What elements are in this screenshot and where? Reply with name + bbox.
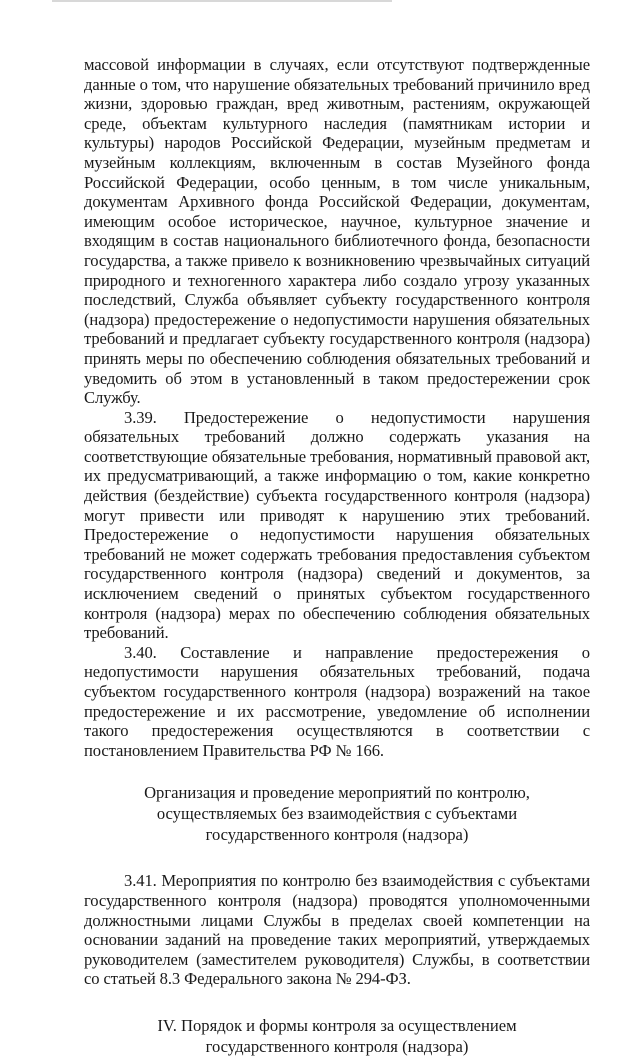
paragraph-continuation: массовой информации в случаях, если отсутствуют подтвержденные данные о том, что нарушение обязательных требований причинило вред жизни, здоровью граждан, вред животным, растениям, окружающей среде, объектам культурного наследия (памятникам истории и культуры) народов Российской Федерации, музейным предметам и музейным коллекциям, включенным в состав Музейного фонда Российской Федерации, особо ценным, в том числе уникальным, документам Архивного фонда Российской Федерации, документам, имеющим особое историческое, научное, культурное значение и входящим в состав национального библиотечного фонда, безопасности государства, а также привело к возникновению чрезвычайных ситуаций природного и техногенного характера либо создало угрозу указанных последствий, Служба объявляет субъекту государственного контроля (надзора) предостережение о недопустимости нарушения обязательных требований и предлагает субъекту государственного контроля (надзора) принять меры по обеспечению соблюдения обязательных требований и уведомить об этом в установленный в таком предостережении срок Службу.	[84, 55, 590, 408]
section-heading-control-measures	[84, 782, 590, 845]
heading-line: государственного контроля (надзора)	[205, 825, 469, 845]
paragraph-3-40: 3.40. Составление и направление предостережения о недопустимости нарушения обязательных требований, подача субъектом государственного контроля (надзора) возражений на такое предостережение и их рассмотрение, уведомление об исполнении такого предостережения осуществляются в соответствии с постановлением Правительства РФ № 166.	[84, 642, 590, 760]
heading-line: Организация и проведение мероприятий по контролю,	[144, 783, 530, 803]
heading-line: IV. Порядок и формы контроля за осуществлением	[157, 1015, 517, 1035]
paragraph-3-39: 3.39. Предостережение о недопустимости нарушения обязательных требований должно содержать указания на соответствующие обязательные требования, нормативный правовой акт, их предусматривающий, а также информацию о том, какие конкретно действия (бездействие) субъекта государственного контроля (надзора) могут привести или приводят к нарушению этих требований. Предостережение о недопустимости нарушения обязательных требований не может содержать требования предоставления субъектом государственного контроля (надзора) сведений и документов, за исключением сведений о принятых субъектом государственного контроля (надзора) мерах по обеспечению соблюдения обязательных требований.	[84, 407, 590, 643]
chapter-heading-iv	[84, 1015, 590, 1057]
heading-line: осуществляемых без взаимодействия с субъектами	[156, 804, 518, 824]
document-page	[84, 55, 590, 1057]
paragraph-3-41: 3.41. Мероприятия по контролю без взаимодействия с субъектами государственного контроля (надзора) проводятся уполномоченными должностными лицами Службы в пределах своей компетенции на основании заданий на проведение таких мероприятий, утверждаемых руководителем (заместителем руководителя) Службы, в соответствии со статьей 8.3 Федерального закона № 294-ФЗ.	[84, 871, 590, 989]
heading-line: государственного контроля (надзора)	[205, 1036, 469, 1056]
scan-edge	[52, 0, 392, 2]
